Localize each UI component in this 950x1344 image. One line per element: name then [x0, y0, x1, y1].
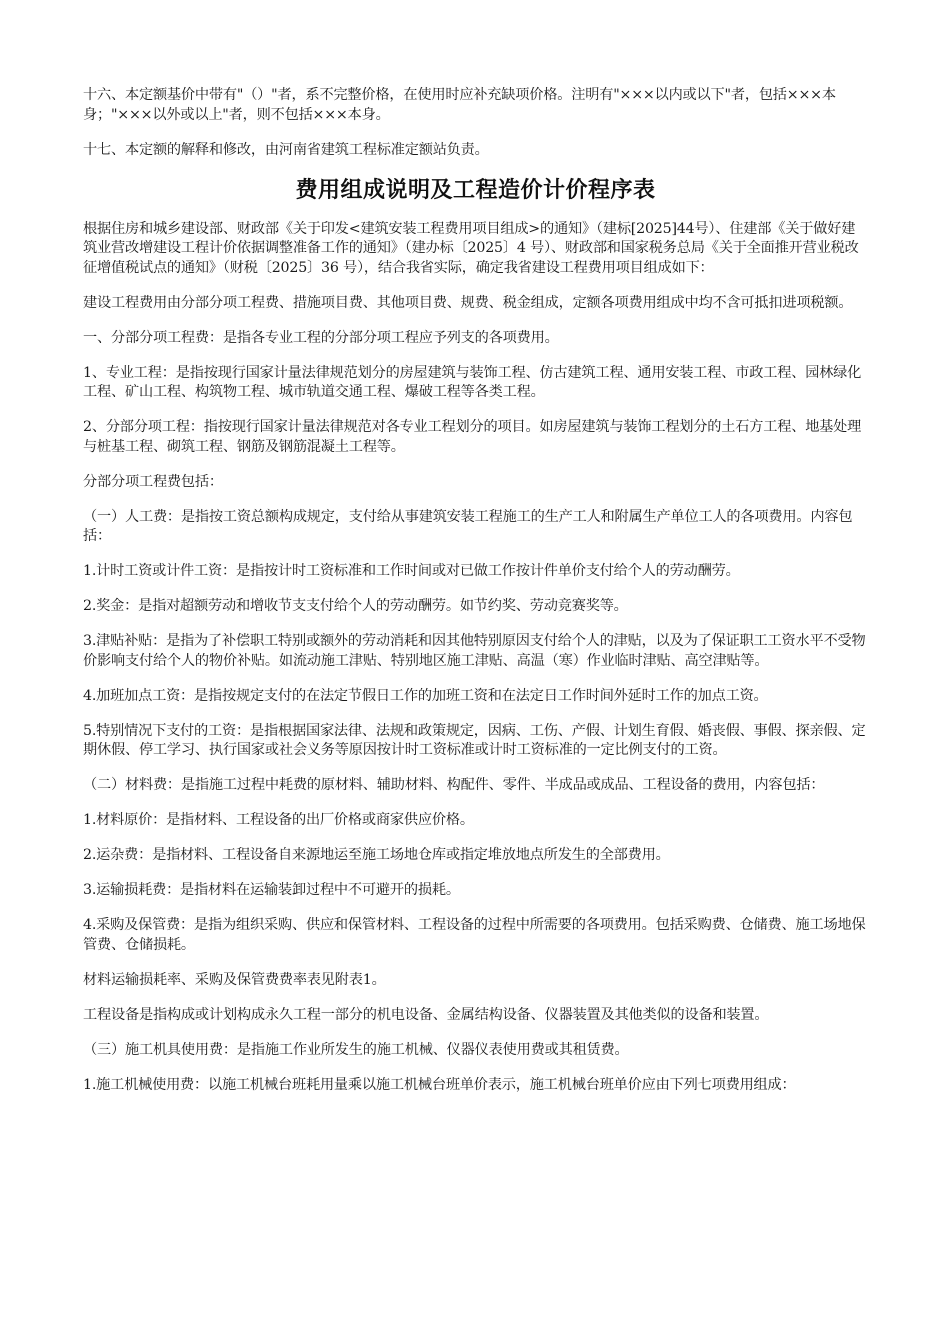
- paragraph-labor-item-1: 1.计时工资或计件工资：是指按计时工资标准和工作时间或对已做工作按计件单价支付给个人的劳动酬劳。: [83, 563, 740, 579]
- paragraph-section-1: 一、分部分项工程费：是指各专业工程的分部分项工程应予列支的各项费用。: [83, 329, 559, 346]
- paragraph-sub-item-engineering: 2、分部分项工程：指按现行国家计量法律规范对各专业工程划分的项目。如房屋建筑与装饰工程划分的土石方工程、地基处理与桩基工程、砌筑工程、钢筋及钢筋混凝土工程等。: [83, 419, 862, 455]
- paragraph-item-16: 十六、本定额基价中带有"（）"者，系不完整价格，在使用时应补充缺项价格。注明有"×××以内或以下"者，包括×××本身；"×××以外或以上"者，则不包括×××本身。: [83, 87, 836, 123]
- paragraph-labor-item-5: 5.特别情况下支付的工资：是指根据国家法律、法规和政策规定，因病、工伤、产假、计划生育假、婚丧假、事假、探亲假、定期休假、停工学习、执行国家或社会义务等原因按计时工资标准或计时工资标准的一定比例支付的工资。: [83, 722, 866, 758]
- paragraph-material-item-3: 3.运输损耗费：是指材料在运输装卸过程中不可避开的损耗。: [83, 882, 460, 898]
- paragraph-material-cost: （二）材料费：是指施工过程中耗费的原材料、辅助材料、构配件、零件、半成品或成品、工程设备的费用，内容包括：: [83, 777, 825, 793]
- paragraph-machinery-cost: （三）施工机具使用费：是指施工作业所发生的施工机械、仪器仪表使用费或其租赁费。: [83, 1041, 629, 1058]
- paragraph-item-17: 十七、本定额的解释和修改，由河南省建筑工程标准定额站负责。: [83, 141, 489, 158]
- paragraph-cost-composition: 建设工程费用由分部分项工程费、措施项目费、其他项目费、规费、税金组成，定额各项费用组成中均不含可抵扣进项税额。: [83, 294, 853, 311]
- paragraph-material-item-1: 1.材料原价：是指材料、工程设备的出厂价格或商家供应价格。: [83, 812, 474, 828]
- paragraph-machinery-item-1: 1.施工机械使用费：以施工机械台班耗用量乘以施工机械台班单价表示，施工机械台班单价应由下列七项费用组成：: [83, 1076, 796, 1093]
- paragraph-sub-item-includes: 分部分项工程费包括：: [83, 473, 223, 490]
- paragraph-labor-item-3: 3.津贴补贴：是指为了补偿职工特别或额外的劳动消耗和因其他特别原因支付给个人的津贴，以及为了保证职工工资水平不受物价影响支付给个人的物价补贴。如流动施工津贴、特别地区施工津贴、高温（寒）作业临时津贴、高空津贴等。: [83, 633, 866, 669]
- paragraph-equipment-definition: 工程设备是指构成或计划构成永久工程一部分的机电设备、金属结构设备、仪器装置及其他类似的设备和装置。: [83, 1006, 769, 1023]
- paragraph-labor-item-4: 4.加班加点工资：是指按规定支付的在法定节假日工作的加班工资和在法定日工作时间外延时工作的加点工资。: [83, 687, 768, 704]
- paragraph-labor-cost: （一）人工费：是指按工资总额构成规定，支付给从事建筑安装工程施工的生产工人和附属生产单位工人的各项费用。内容包括：: [83, 508, 853, 544]
- paragraph-professional-engineering: 1、专业工程：是指按现行国家计量法律规范划分的房屋建筑与装饰工程、仿古建筑工程、通用安装工程、市政工程、园林绿化工程、矿山工程、构筑物工程、城市轨道交通工程、爆破工程等各类工程。: [83, 364, 862, 400]
- paragraph-material-item-2: 2.运杂费：是指材料、工程设备自来源地运至施工场地仓库或指定堆放地点所发生的全部费用。: [83, 847, 670, 863]
- section-title: 费用组成说明及工程造价计价程序表: [295, 177, 656, 203]
- paragraph-basis: 根据住房和城乡建设部、财政部《关于印发<建筑安装工程费用项目组成>的通知》（建标[2025]44号）、住建部《关于做好建筑业营改增建设工程计价依据调整准备工作的通知》（建办标〔2025〕4 号）、财政部和国家税务总局《关于全面推开营业税改征增值税试点的通知》（财税〔2025〕36 号），结合我省实际，确定我省建设工程费用项目组成如下：: [83, 220, 859, 276]
- paragraph-material-rate-note: 材料运输损耗率、采购及保管费费率表见附表1。: [83, 971, 386, 988]
- paragraph-material-item-4: 4.采购及保管费：是指为组织采购、供应和保管材料、工程设备的过程中所需要的各项费用。包括采购费、仓储费、施工场地保管费、仓储损耗。: [83, 917, 866, 953]
- paragraph-labor-item-2: 2.奖金：是指对超额劳动和增收节支支付给个人的劳动酬劳。如节约奖、劳动竞赛奖等。: [83, 598, 628, 614]
